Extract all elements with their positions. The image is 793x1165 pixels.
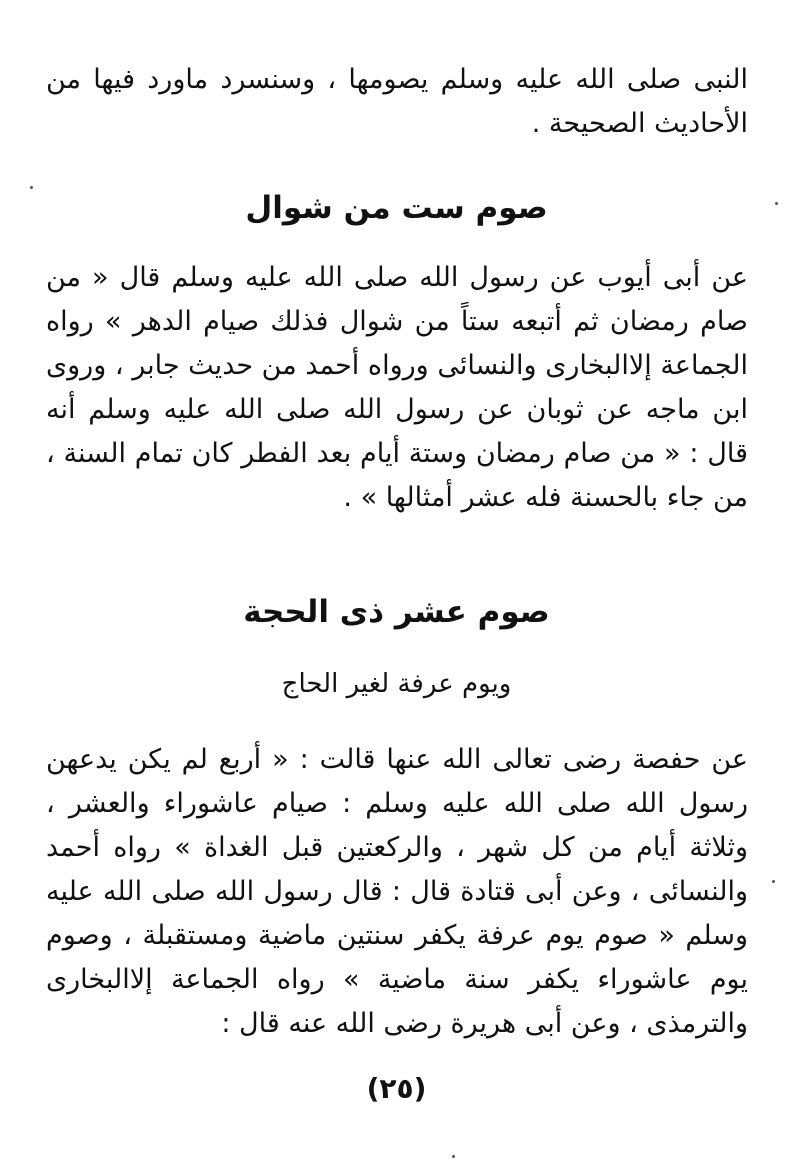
scan-speck (30, 186, 33, 189)
section-subheading-arafah: ويوم عرفة لغير الحاج (281, 669, 512, 699)
section-heading-dhul-hijjah: صوم عشر ذى الحجة (243, 594, 550, 630)
section-heading-shawwal: صوم ست من شوال (245, 190, 548, 226)
scan-speck (775, 202, 778, 205)
scan-speck (772, 880, 775, 883)
intro-paragraph: النبى صلى الله عليه وسلم يصومها ، وسنسرد ماورد فيها من الأحاديث الصحيحة . (46, 64, 748, 139)
shawwal-paragraph: عن أبى أيوب عن رسول الله صلى الله عليه وسلم قال « من صام رمضان ثم أتبعه ستاً من شوال فذلك صيام الدهر » رواه الجماعة إلاالبخارى والنسائى ورواه أحمد من حديث جابر ، وروى ابن ماجه عن ثوبان عن رسول الله صلى الله عليه وسلم أنه قال : « من صام رمضان وستة أيام بعد الفطر كان تمام السنة ، من جاء بالحسنة فله عشر أمثالها » . (46, 262, 748, 513)
dhul-hijjah-paragraph: عن حفصة رضى تعالى الله عنها قالت : « أربع لم يكن يدعهن رسول الله صلى الله عليه وسلم : صيام عاشوراء والعشر ، وثلاثة أيام من كل شهر ، والركعتين قبل الغداة » رواه أحمد والنسائى ، وعن أبى قتادة قال : قال رسول الله صلى الله عليه وسلم « صوم يوم عرفة يكفر سنتين ماضية ومستقبلة ، وصوم يوم عاشوراء يكفر سنة ماضية » رواه الجماعة إلاالبخارى والترمذى ، وعن أبى هريرة رضى الله عنه قال : (46, 744, 748, 1039)
page-number: (٢٥) (366, 1072, 427, 1105)
scan-speck (452, 1155, 455, 1158)
